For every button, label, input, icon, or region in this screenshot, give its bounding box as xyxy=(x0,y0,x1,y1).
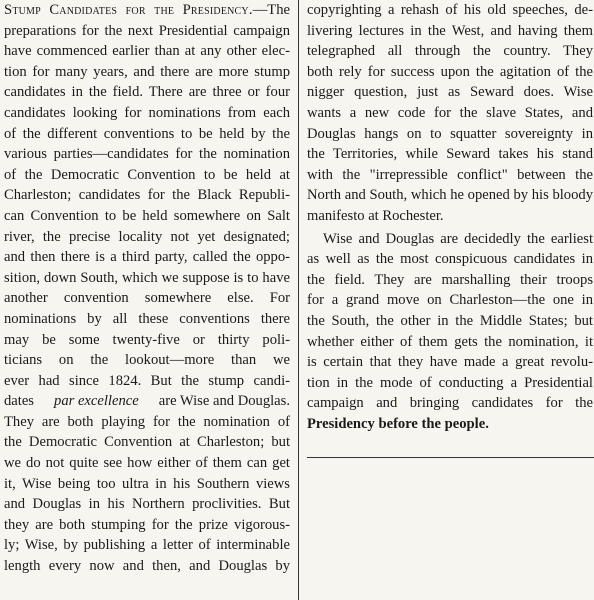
text-line: river, the precise locality not yet designated; xyxy=(4,228,290,245)
headline: Stump Candidates for the Presidency. xyxy=(4,2,253,18)
italic-phrase: par excellence xyxy=(54,393,139,410)
text-line: copyrighting a rehash of his old speeches, de- xyxy=(307,2,593,18)
text-line: is certain that they have made a great revolu- xyxy=(307,354,593,371)
text-line: Douglas hangs on to squatter sovereignty in xyxy=(307,125,593,142)
paragraph xyxy=(307,229,593,435)
paragraph xyxy=(307,0,593,227)
text-line: Presidency before the people. xyxy=(307,415,489,432)
text-line: ticians on the lookout—more than we xyxy=(4,352,290,369)
section-divider xyxy=(307,457,594,458)
left-column xyxy=(4,0,290,600)
headline-line xyxy=(4,0,290,21)
text-line: the field. They are marshalling their troops xyxy=(307,271,593,288)
text-line: another convention somewhere else. For xyxy=(4,290,290,307)
text-line: for a grand move on Charleston—the one in xyxy=(307,292,593,309)
text-line: may be some twenty-five or thirty poli- xyxy=(4,331,290,348)
text-line: whether either of them gets the nomination, it xyxy=(307,333,593,350)
text-line: campaign and bringing candidates for the xyxy=(307,395,593,412)
text-line: preparations for the next Presidential campaign xyxy=(4,22,290,39)
text-line: ever had since 1824. But the stump candi- xyxy=(4,372,290,389)
text-line: have commenced earlier than at any other elec- xyxy=(4,43,290,60)
text-line: the South, the other in the Middle States; but xyxy=(307,312,593,329)
text-line: and then there is a third party, called the oppo- xyxy=(4,249,290,266)
text-word: are Wise and Douglas. xyxy=(158,393,290,410)
text-word: dates xyxy=(4,393,34,410)
text-line: candidates looking for nominations from each xyxy=(4,104,290,121)
text-line: wants a new code for the slave States, and xyxy=(307,104,593,121)
text-line: can Convention to be held somewhere on Salt xyxy=(4,207,290,224)
text-line: candidates in the field. There are three or four xyxy=(4,84,290,101)
text-line: livering lectures in the West, and having them xyxy=(307,22,593,39)
text-line: they are both stumping for the prize vigorous- xyxy=(4,516,290,533)
text-line: various parties—candidates for the nomination xyxy=(4,146,290,163)
text-line: nominations by all these conventions there xyxy=(4,310,290,327)
text-line: Wise and Douglas are decidedly the earliest xyxy=(323,230,593,247)
text-line: ly; Wise, by publishing a letter of interminable xyxy=(4,537,290,554)
text-line: the Democratic Convention at Charleston; but xyxy=(4,434,290,451)
text-line: North and South, which he opened by his bloody xyxy=(307,187,593,204)
text-line: of the Democratic Convention to be held at xyxy=(4,166,290,183)
text-line: They are both playing for the nomination of xyxy=(4,413,290,430)
text-line: length every now and then, and Douglas by xyxy=(4,558,290,575)
text-line: sition, down South, which we suppose is to have xyxy=(4,269,290,286)
right-column xyxy=(307,0,593,600)
column-divider xyxy=(298,0,299,600)
text-line: Charleston; candidates for the Black Republi- xyxy=(4,187,290,204)
text-line: tion for many years, and there are more stump xyxy=(4,63,290,80)
text-line-with-italic xyxy=(4,391,290,412)
text-line: with the "irrepressible conflict" between the xyxy=(307,166,593,183)
text-line: telegraphed all through the country. They xyxy=(307,43,593,60)
text-line: as well as the most conspicuous candidates in xyxy=(307,251,593,268)
text-line: —The xyxy=(252,2,290,18)
text-line: of the different conventions to be held by the xyxy=(4,125,290,142)
text-line: manifesto at Rochester. xyxy=(307,207,444,224)
text-line: and Douglas in his Northern proclivities. But xyxy=(4,496,290,513)
text-line: it, Wise being too ultra in his Southern views xyxy=(4,475,290,492)
text-line: we do not quite see how either of them can get xyxy=(4,455,290,472)
text-line: both rely for success upon the agitation of the xyxy=(307,63,593,80)
text-line: tion in the mode of conducting a Presidential xyxy=(307,374,593,391)
text-line: nigger question, just as Seward does. Wise xyxy=(307,84,593,101)
text-line: the Territories, while Seward takes his stand xyxy=(307,146,593,163)
